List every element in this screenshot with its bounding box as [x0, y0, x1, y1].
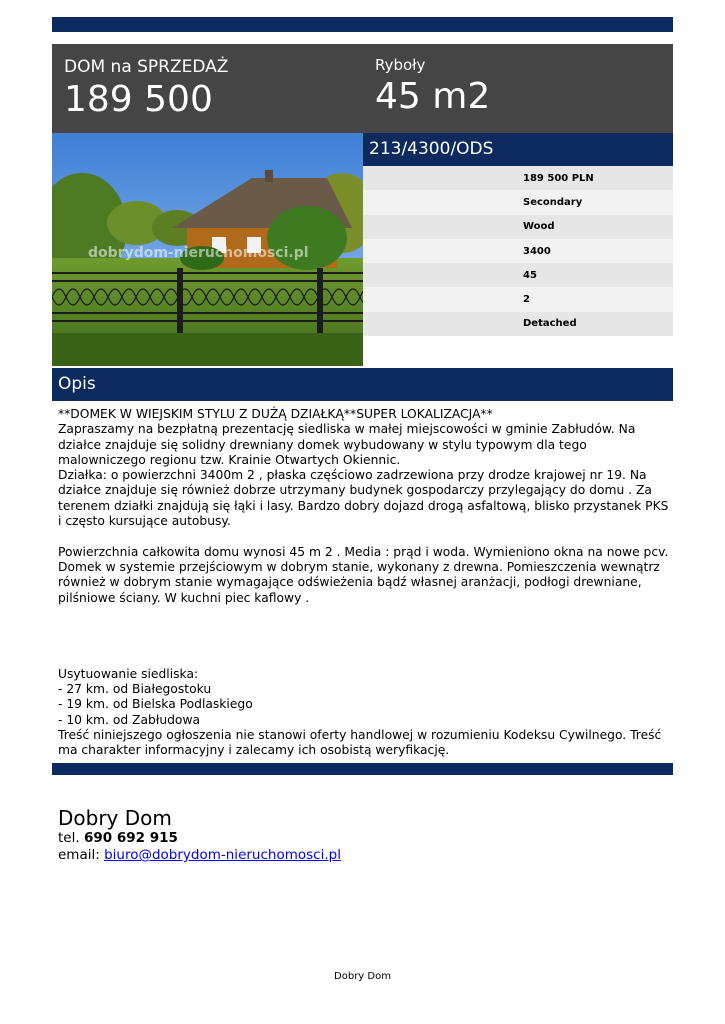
- bottom-accent-bar: [52, 763, 673, 775]
- description-paragraph: Zapraszamy na bezpłatną prezentację siedliska w małej miejscowości w gminie Zabłudów. Na działce znajduje się solidny drewniany domek wybudowany w stylu typowym dla tego malowniczego regionu tzw. Krainie Otwartych Okiennic.: [58, 422, 636, 467]
- detail-material: Wood: [363, 215, 673, 239]
- listing-city: Ryboły: [375, 56, 426, 74]
- detail-rooms: 2: [363, 287, 673, 311]
- detail-price: 189 500 PLN: [363, 166, 673, 190]
- agency-name: Dobry Dom: [58, 806, 172, 830]
- description-line: Usytuowanie siedliska:: [58, 666, 199, 681]
- section-title-opis: Opis: [52, 368, 673, 401]
- reference-number: 213/4300/ODS: [363, 133, 673, 166]
- email-link[interactable]: biuro@dobrydom-nieruchomosci.pl: [104, 847, 341, 863]
- house-photo: [52, 133, 363, 366]
- description-line: - 27 km. od Białegostoku: [58, 682, 212, 697]
- description-disclaimer: Treść niniejszego ogłoszenia nie stanowi oferty handlowej w rozumieniu Kodeksu Cywilnego. Treść ma charakter informacyjny i zalecamy ich osobistą weryfikację.: [58, 728, 662, 758]
- phone-line: [58, 830, 341, 847]
- description: [58, 407, 670, 759]
- description-line: - 19 km. od Bielska Podlaskiego: [58, 697, 253, 712]
- detail-market: Secondary: [363, 190, 673, 214]
- detail-plot-area: 3400: [363, 239, 673, 263]
- phone-number: 690 692 915: [83, 830, 178, 846]
- contact-block: [58, 806, 341, 864]
- listing-type: DOM na SPRZEDAŻ: [64, 57, 229, 77]
- photo-watermark: dobrydom-nieruchomosci.pl: [88, 245, 309, 261]
- listing-header: [52, 44, 673, 133]
- top-accent-bar: [52, 17, 673, 32]
- detail-living-area: 45: [363, 263, 673, 287]
- details-table: [363, 166, 673, 336]
- email-line: [58, 847, 341, 864]
- description-paragraph: Działka: o powierzchni 3400m 2 , płaska częściowo zadrzewiona przy drodze krajowej nr 19. Na działce znajduje się również dobrze utrzymany budynek gospodarczy przylegający do domu . Za terenem działki znajdują się łąki i lasy. Bardzo dobry dojazd drogą asfaltową, blisko przystanek PKS i często kursujące autobusy.: [58, 468, 669, 529]
- footer-text: Dobry Dom: [334, 971, 391, 982]
- listing-area: 45 m2: [375, 76, 491, 117]
- listing-price: 189 500: [64, 79, 213, 120]
- detail-building-type: Detached: [363, 312, 673, 336]
- description-line: - 10 km. od Zabłudowa: [58, 712, 201, 727]
- email-label: email:: [58, 847, 100, 863]
- description-paragraph: Powierzchnia całkowita domu wynosi 45 m 2 . Media : prąd i woda. Wymieniono okna na nowe pcv. Domek w systemie przejściowym w dobrym stanie, wykonany z drewna. Pomieszczenia wewnątrz również w dobrym stanie wymagające odświeżenia bądź własnej aranżacji, podłogi drewniane, pilśniowe ściany. W kuchni piec kaflowy .: [58, 544, 669, 605]
- phone-label: tel.: [58, 830, 80, 846]
- description-headline: **DOMEK W WIEJSKIM STYLU Z DUŻĄ DZIAŁKĄ**SUPER LOKALIZACJA**: [58, 407, 493, 421]
